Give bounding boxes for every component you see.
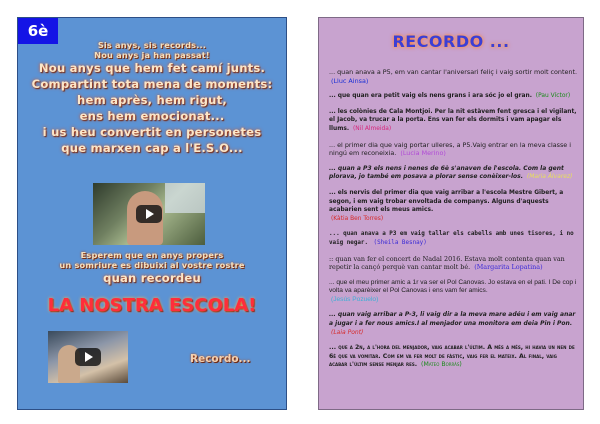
memory-author: (Laia Pont) xyxy=(331,328,364,336)
right-page xyxy=(318,17,584,410)
play-icon[interactable] xyxy=(75,348,101,366)
poem-line: Esperem que en anys propers xyxy=(80,250,224,260)
poem-line: i us heu convertit en personetes xyxy=(42,125,262,139)
memory-entry xyxy=(329,255,577,272)
memory-entry xyxy=(329,311,577,337)
memory-entry xyxy=(329,92,577,101)
memory-text: ... que el meu primer amic a 1r va ser el Pol Canovas. Jo estava en el pati. I De cop i volta va aparèixer el Pol Canovas i ens vam fer amics. xyxy=(329,278,577,295)
memory-author: (Maria Álvarez) xyxy=(525,173,573,181)
signature: Recordo... xyxy=(190,353,251,365)
poem-line: hem après, hem rigut, xyxy=(77,93,227,107)
video-thumbnail-2[interactable] xyxy=(48,331,128,383)
memory-text: ... el primer dia que vaig portar ulleres, a P5.Vaig entrar en la meva classe i ningú em reconeixia. xyxy=(329,140,572,158)
memory-author: (Kàtia Ben Torres) xyxy=(331,215,384,222)
poem-line: ens hem emocionat... xyxy=(79,109,225,123)
memory-text: ... quan vaig arribar a P-3, li vaig dir a la meva mare adéu i em vaig anar a jugar i a fer nous amics.I al menjador una monitora em deia Pin i Pon. xyxy=(329,311,576,328)
memory-text: ... els nervis del primer dia que vaig arribar a l'escola Mestre Gibert, a segon, i em vaig trobar envoltada de companys. Alguns d'aquests acabarien sent els meus amics. xyxy=(329,189,564,214)
poem-line: un somriure es dibuixi al vostre rostre xyxy=(59,260,245,270)
memory-entry xyxy=(329,230,577,247)
memory-author: (Sheila Besnay) xyxy=(370,239,427,246)
play-icon[interactable] xyxy=(136,205,162,223)
video-thumbnail-1[interactable] xyxy=(93,183,205,245)
memory-text: ... que a 2n, a l'hora del menjador, vaig acabar l'últim. A més a més, hi havia un nen de 6è que va vomitar. Com em va fer molt de fàstic, vaig fer el mateix. Al final, vaig acabar l'últim sense menjar res. xyxy=(329,344,575,369)
memory-entry xyxy=(329,68,577,85)
memory-entry xyxy=(329,141,577,158)
poem-line: Nou anys que hem fet camí junts. xyxy=(38,61,266,75)
poem-top xyxy=(18,40,286,156)
page-title: RECORDO ... xyxy=(392,32,510,51)
memory-entry xyxy=(329,189,577,223)
memory-entry xyxy=(329,108,577,134)
video-background xyxy=(165,183,205,213)
memory-author: (Lluc Ainsa) xyxy=(331,76,369,85)
memory-author: (Pau Víctor) xyxy=(533,93,571,100)
memory-text: ... quan a P3 els nens i nenes de 6è s'anaven de l'escola. Com la gent plorava, jo també em posava a plorar sense conèixer-los. xyxy=(329,164,564,181)
memory-author: (Lucia Merino) xyxy=(398,149,446,158)
school-line: LA NOSTRA ESCOLA! xyxy=(47,295,257,316)
memory-list xyxy=(329,68,577,377)
memory-entry xyxy=(329,279,577,305)
poem-line: quan recordeu xyxy=(103,271,201,285)
memory-entry xyxy=(329,165,577,182)
memory-author: (Jesús Pozuelo) xyxy=(331,295,379,303)
memory-entry xyxy=(329,344,577,370)
poem-line: que marxen cap a l'E.S.O... xyxy=(61,141,243,155)
memory-text: :: quan van fer el concert de Nadal 2016. Estava molt contenta quan van repetir la cançó perquè van cantar molt bé. xyxy=(329,254,565,272)
memory-text: ... que quan era petit vaig els nens grans i ara sóc jo el gran. xyxy=(329,93,532,100)
left-page xyxy=(17,17,287,410)
poem-line: Sis anys, sis records... xyxy=(97,40,207,50)
poem-line: Nou anys ja han passat! xyxy=(94,50,210,60)
memory-author: (Mateo Borràs) xyxy=(419,361,462,369)
memory-text: ... quan anava a P3 em vaig tallar els cabells amb unes tisores, i no vaig negar. xyxy=(329,231,574,246)
memory-author: (Nil Almeida) xyxy=(351,125,392,132)
memory-text: ... les colònies de Cala Montjoi. Per la nit estàvem fent gresca i el vigilant, el Jacob, va trucar a la porta. Ens van fer els dormits i vam apagar els llums. xyxy=(329,108,577,132)
memory-text: ... quan anava a P5, em van cantar l'aniversari feliç i vaig sortir molt content. xyxy=(329,68,577,76)
poem-line: Compartint tota mena de moments: xyxy=(31,77,273,91)
memory-author: (Margarita Lopatina) xyxy=(472,263,543,272)
poem-bottom xyxy=(18,250,286,286)
grade-badge: 6è xyxy=(18,18,58,44)
